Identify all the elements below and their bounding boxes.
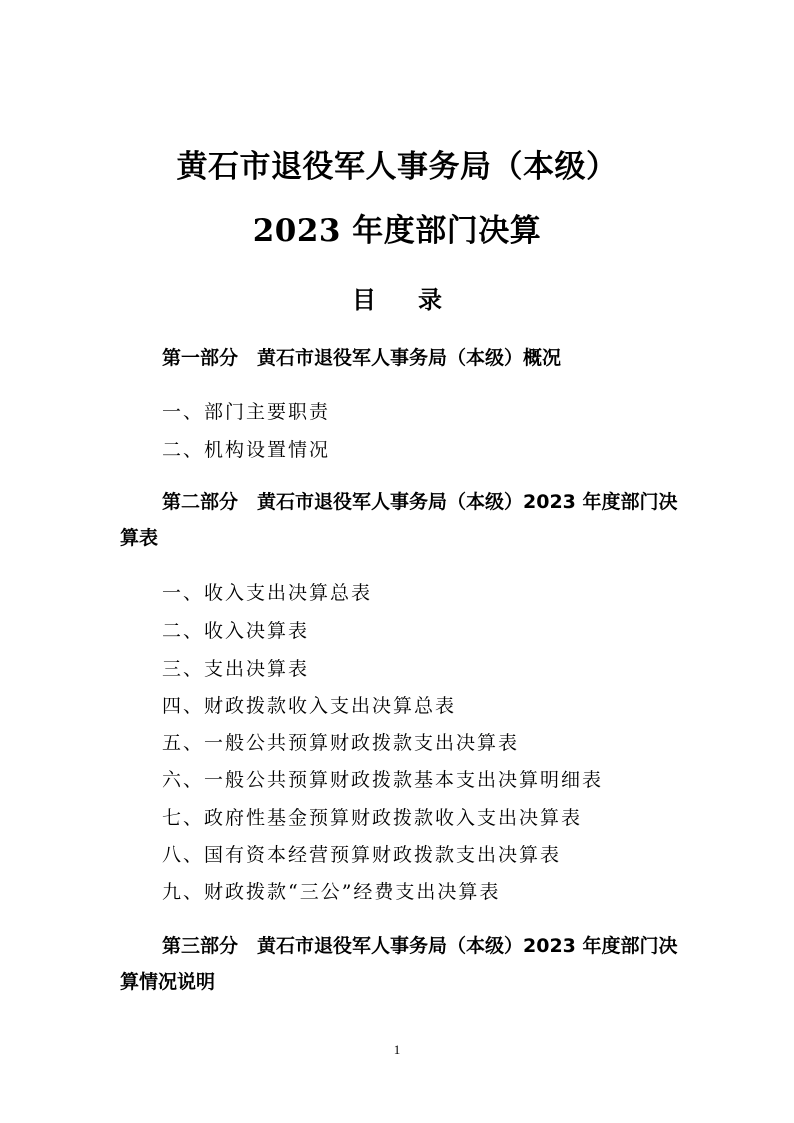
toc-heading: 目录 xyxy=(352,285,484,314)
part-2-item-6: 六、一般公共预算财政拨款基本支出决算明细表 xyxy=(162,769,604,791)
document-title-line-1: 黄石市退役军人事务局（本级） xyxy=(176,149,618,185)
part-3-heading: 第三部分 黄石市退役军人事务局（本级）2023 年度部门决算情况说明 xyxy=(120,935,678,993)
part-1-heading: 第一部分 黄石市退役军人事务局（本级）概况 xyxy=(162,347,562,369)
part-2-item-4: 四、财政拨款收入支出决算总表 xyxy=(162,695,457,717)
part-2-heading: 第二部分 黄石市退役军人事务局（本级）2023 年度部门决算表 xyxy=(120,491,678,549)
part-2-item-1: 一、收入支出决算总表 xyxy=(162,582,373,604)
page-number: 1 xyxy=(393,1042,401,1057)
part-2-item-9: 九、财政拨款“三公”经费支出决算表 xyxy=(162,881,501,903)
part-1-item-2: 二、机构设置情况 xyxy=(162,439,331,461)
document-title-line-2: 2023 年度部门决算 xyxy=(252,213,542,249)
part-2-item-2: 二、收入决算表 xyxy=(162,620,310,642)
part-2-item-3: 三、支出决算表 xyxy=(162,658,310,680)
part-1-item-1: 一、部门主要职责 xyxy=(162,401,331,423)
part-2-item-7: 七、政府性基金预算财政拨款收入支出决算表 xyxy=(162,807,583,829)
part-2-item-5: 五、一般公共预算财政拨款支出决算表 xyxy=(162,732,520,754)
part-2-item-8: 八、国有资本经营预算财政拨款支出决算表 xyxy=(162,844,562,866)
